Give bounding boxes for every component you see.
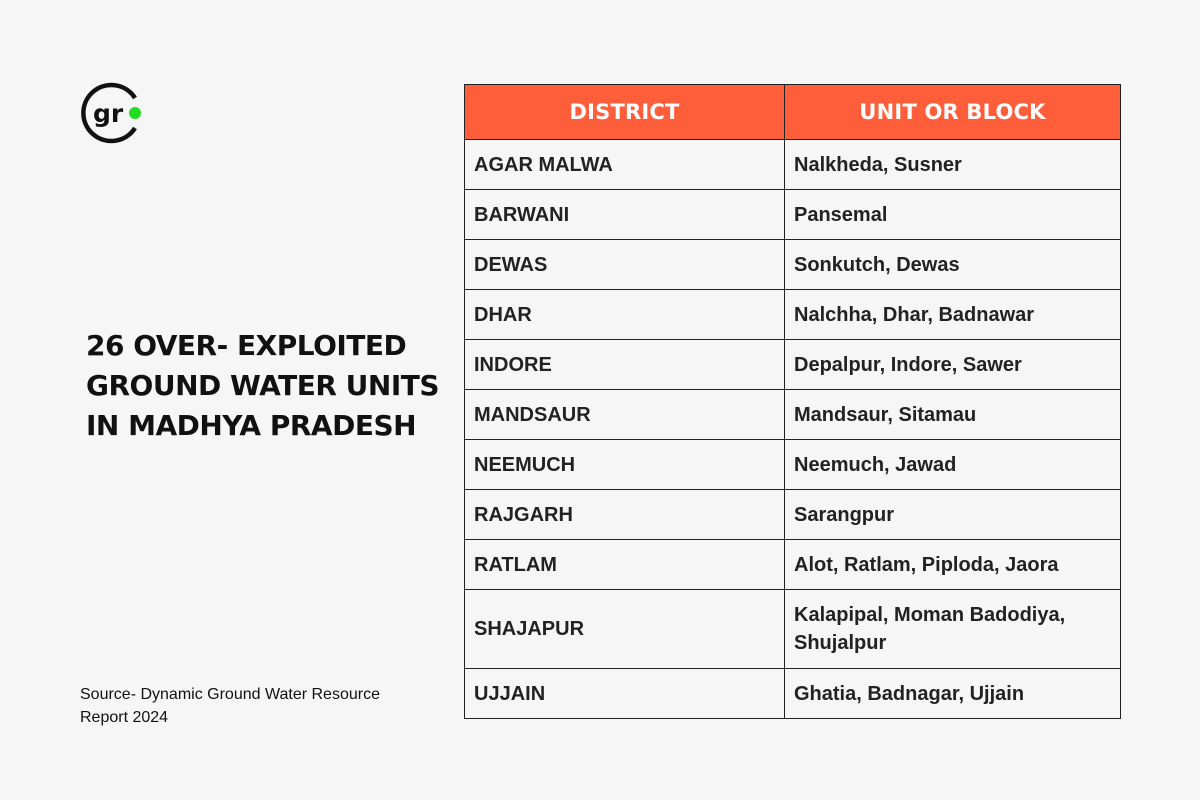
units-cell: Ghatia, Badnagar, Ujjain — [785, 669, 1121, 719]
district-cell: DHAR — [465, 290, 785, 340]
units-cell: Kalapipal, Moman Badodiya, Shujalpur — [785, 590, 1121, 669]
district-cell: DEWAS — [465, 240, 785, 290]
table-row — [465, 440, 1121, 490]
district-cell: MANDSAUR — [465, 390, 785, 440]
table-header-row — [465, 85, 1121, 140]
units-cell: Mandsaur, Sitamau — [785, 390, 1121, 440]
units-cell: Pansemal — [785, 190, 1121, 240]
districts-table — [464, 84, 1121, 719]
table-row — [465, 390, 1121, 440]
header-unit-or-block: UNIT OR BLOCK — [785, 85, 1121, 140]
table-row — [465, 290, 1121, 340]
district-cell: RATLAM — [465, 540, 785, 590]
district-cell: INDORE — [465, 340, 785, 390]
district-cell: BARWANI — [465, 190, 785, 240]
table-row — [465, 540, 1121, 590]
table-row — [465, 590, 1121, 669]
headline — [86, 326, 446, 446]
units-cell: Sonkutch, Dewas — [785, 240, 1121, 290]
brand-logo — [80, 82, 142, 144]
table-row — [465, 190, 1121, 240]
units-cell: Nalchha, Dhar, Badnawar — [785, 290, 1121, 340]
units-cell: Sarangpur — [785, 490, 1121, 540]
table-row — [465, 340, 1121, 390]
table-row — [465, 140, 1121, 190]
units-cell: Nalkheda, Susner — [785, 140, 1121, 190]
header-district: DISTRICT — [465, 85, 785, 140]
logo-text: gr — [93, 99, 124, 128]
table-row — [465, 669, 1121, 719]
headline-line-2: GROUND WATER UNITS — [86, 369, 440, 402]
units-cell: Alot, Ratlam, Piploda, Jaora — [785, 540, 1121, 590]
district-cell: NEEMUCH — [465, 440, 785, 490]
district-cell: RAJGARH — [465, 490, 785, 540]
source-note — [80, 683, 420, 729]
headline-line-3: IN MADHYA PRADESH — [86, 409, 417, 442]
units-cell: Neemuch, Jawad — [785, 440, 1121, 490]
districts-table-container — [464, 84, 1120, 719]
district-cell: SHAJAPUR — [465, 590, 785, 669]
district-cell: UJJAIN — [465, 669, 785, 719]
source-line-1: Source- Dynamic Ground Water Resource — [80, 686, 380, 703]
table-row — [465, 240, 1121, 290]
table-row — [465, 490, 1121, 540]
headline-line-1: 26 OVER- EXPLOITED — [86, 329, 407, 362]
logo-dot-icon — [129, 107, 141, 119]
units-cell: Depalpur, Indore, Sawer — [785, 340, 1121, 390]
district-cell: AGAR MALWA — [465, 140, 785, 190]
source-line-2: Report 2024 — [80, 709, 169, 726]
gr-logo-icon — [80, 82, 142, 144]
